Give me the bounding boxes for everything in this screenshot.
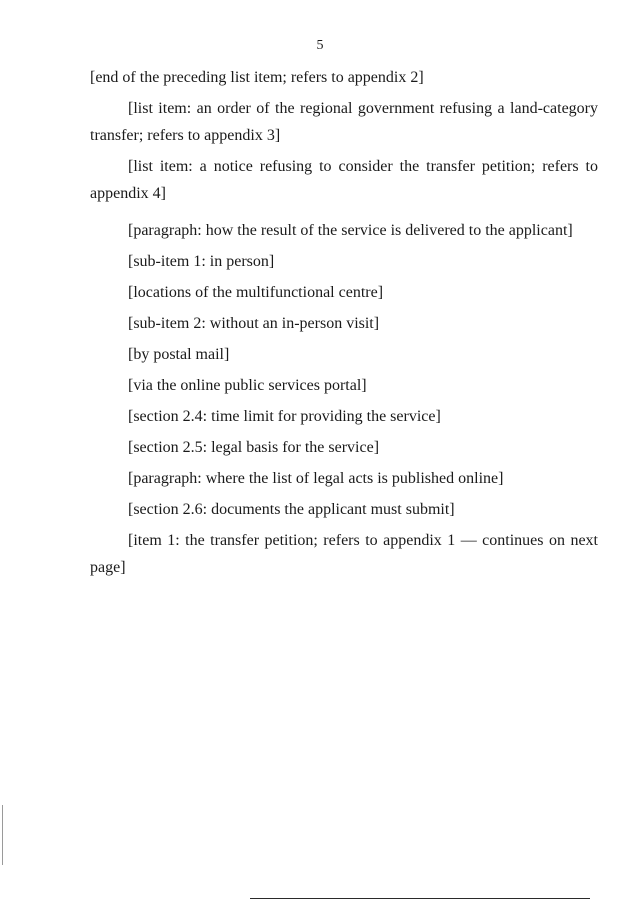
paragraph: [section 2.5: legal basis for the service] — [128, 439, 380, 456]
paragraph: [by postal mail] — [128, 346, 230, 363]
paragraph: [sub-item 2: without an in-person visit] — [128, 315, 380, 332]
paragraph: [section 2.6: documents the applicant must submit] — [128, 501, 455, 518]
paragraph: [end of the preceding list item; refers to appendix 2] — [90, 69, 424, 86]
paragraph: [paragraph: where the list of legal acts is published online] — [128, 470, 504, 487]
paragraph: [locations of the multifunctional centre] — [128, 284, 384, 301]
paragraph: [via the online public services portal] — [128, 377, 367, 394]
paragraph: [list item: an order of the regional government refusing a land-category transfer; refers to appendix 3] — [90, 100, 598, 144]
paragraph: [sub-item 1: in person] — [128, 253, 275, 270]
page-number: 5 — [316, 38, 324, 53]
paragraph: [paragraph: how the result of the service is delivered to the applicant] — [128, 222, 573, 239]
paragraph: [item 1: the transfer petition; refers to appendix 1 — continues on next page] — [90, 532, 598, 576]
scan-margin-mark — [2, 805, 3, 865]
paragraph: [section 2.4: time limit for providing the service] — [128, 408, 441, 425]
paragraph: [list item: a notice refusing to consider the transfer petition; refers to appendix 4] — [90, 158, 598, 202]
page-bottom-edge-line — [250, 898, 590, 899]
document-body — [90, 64, 598, 585]
